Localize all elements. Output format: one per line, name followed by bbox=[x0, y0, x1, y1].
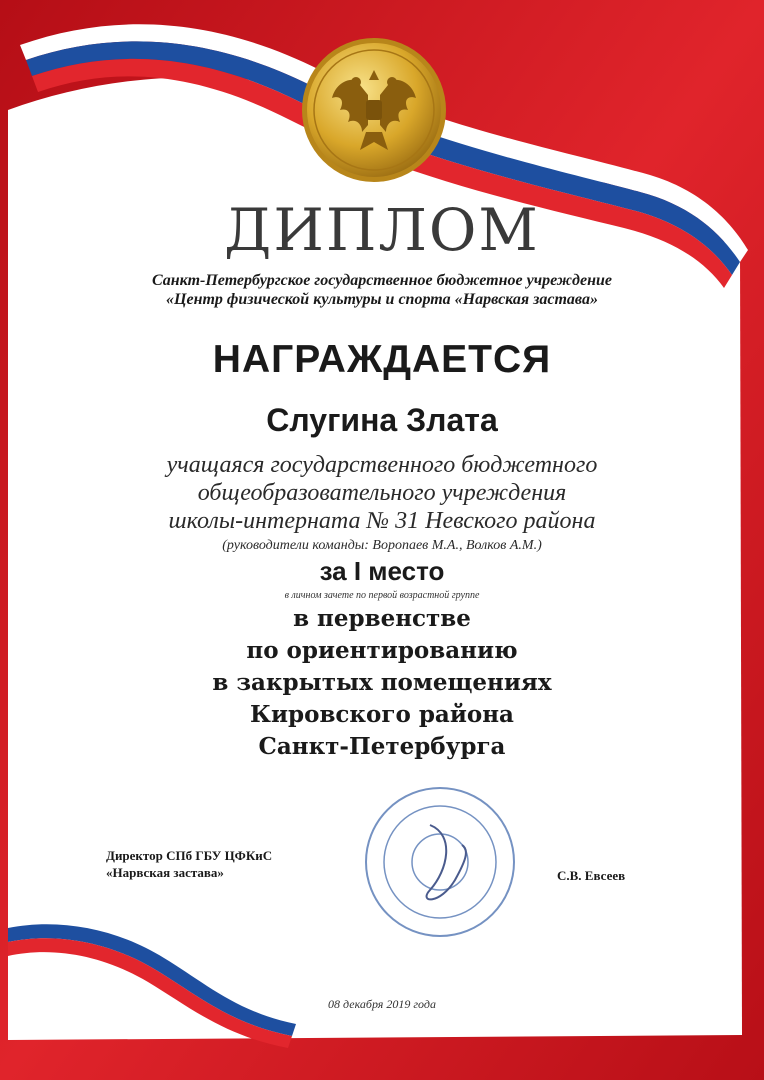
team-leaders: (руководители команды: Воропаев М.А., Волков А.М.) bbox=[222, 538, 542, 553]
issue-date: 08 декабря 2019 года bbox=[328, 997, 436, 1011]
diploma-title: ДИПЛОМ bbox=[224, 196, 540, 264]
event-description: в первенстве по ориентированию в закрытых помещениях Кировского района Санкт-Петербурга bbox=[212, 605, 552, 760]
recipient-school: учащаяся государственного бюджетного общеобразовательного учреждения школы-интерната № 31 Невского района bbox=[166, 452, 598, 534]
awarded-heading: НАГРАЖДАЕТСЯ bbox=[212, 338, 552, 381]
award-place: за I место bbox=[319, 556, 445, 586]
recipient-name: Слугина Злата bbox=[266, 402, 498, 438]
director-title: Директор СПб ГБУ ЦФКиС «Нарвская застава» bbox=[106, 848, 273, 880]
award-category: в личном зачете по первой возрастной группе bbox=[284, 590, 480, 601]
gold-medal-emblem bbox=[302, 38, 446, 182]
signer-name: С.В. Евсеев bbox=[557, 868, 626, 883]
organization-name: Санкт-Петербургское государственное бюджетное учреждение «Центр физической культуры и спорта «Нарвская застава» bbox=[152, 272, 612, 308]
